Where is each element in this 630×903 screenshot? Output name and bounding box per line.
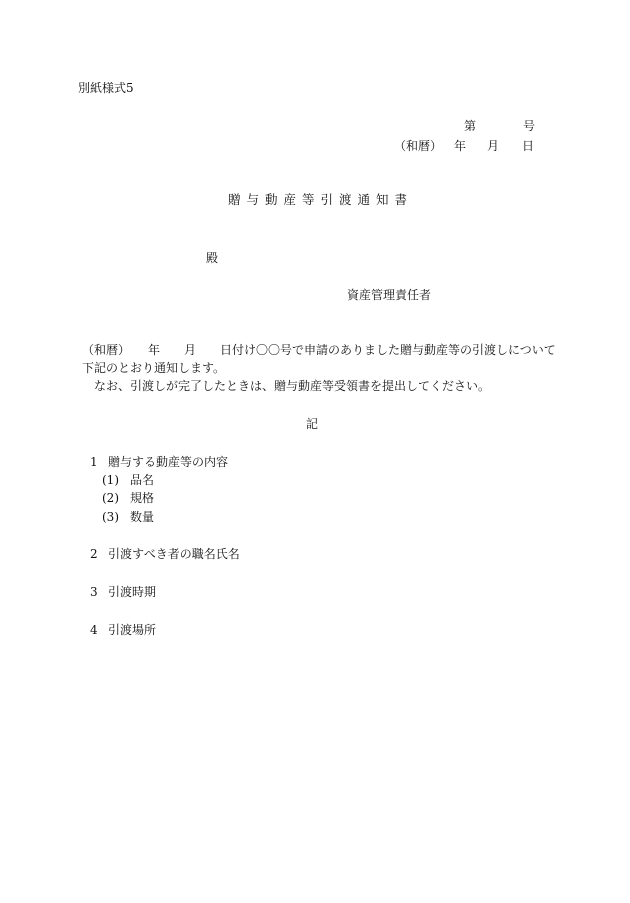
item-2-label: 引渡すべき者の職名氏名: [108, 547, 240, 561]
date-month: 月: [487, 139, 500, 153]
form-label: 別紙様式5: [78, 81, 134, 95]
ki-heading: 記: [306, 417, 319, 431]
body-line-3: なお、引渡しが完了したときは、贈与動産等受領書を提出してください。: [82, 379, 491, 393]
item-1-label: 贈与する動産等の内容: [108, 455, 229, 469]
sub-item-2-label: 規格: [130, 491, 155, 505]
date-day: 日: [522, 139, 535, 153]
number-prefix: 第: [464, 119, 477, 133]
item-3-number: 3: [90, 585, 98, 599]
sub-item-2-number: (2): [102, 491, 119, 505]
sub-item-3-label: 数量: [130, 510, 155, 524]
sub-item-1-number: (1): [102, 473, 119, 487]
item-2-number: 2: [90, 547, 98, 561]
item-4-number: 4: [90, 623, 98, 637]
body-line-1: （和暦） 年 月 日付け〇〇号で申請のありました贈与動産等の引渡しについて: [82, 343, 556, 357]
sub-item-1-label: 品名: [130, 473, 155, 487]
item-1-number: 1: [90, 455, 98, 469]
date-year: 年: [454, 139, 467, 153]
date-era: （和暦）: [394, 139, 443, 153]
body-line-2: 下記のとおり通知します。: [82, 361, 226, 375]
item-4-label: 引渡場所: [108, 623, 157, 637]
sub-item-3-number: (3): [102, 510, 119, 524]
sender-title: 資産管理責任者: [347, 288, 432, 302]
number-suffix: 号: [523, 119, 536, 133]
document-title: 贈与動産等引渡通知書: [228, 192, 414, 207]
item-3-label: 引渡時期: [108, 585, 157, 599]
addressee-suffix: 殿: [206, 251, 219, 265]
